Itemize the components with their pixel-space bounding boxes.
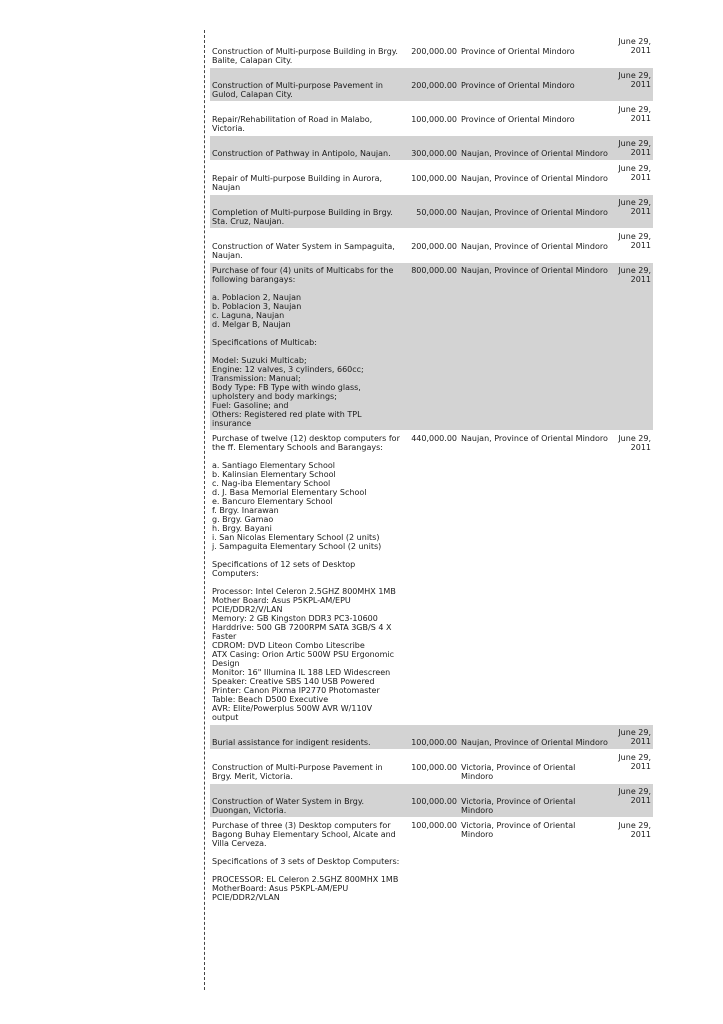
project-amount (403, 229, 459, 263)
project-description-text: Construction of Multi-purpose Pavement in Gulod, Calapan City. (212, 81, 383, 99)
project-description (210, 750, 403, 784)
project-amount (403, 725, 459, 750)
project-amount-text: 100,000.00 (411, 821, 457, 830)
project-amount (403, 431, 459, 725)
project-date-text: June 29, 2011 (618, 728, 651, 746)
project-date (611, 34, 653, 68)
table-row (210, 818, 653, 905)
project-description (210, 818, 403, 905)
projects-table-body (210, 34, 653, 905)
project-location (459, 136, 611, 161)
project-location-text: Victoria, Province of Oriental Mindoro (461, 821, 576, 839)
project-date (611, 784, 653, 818)
project-description (210, 161, 403, 195)
project-description-text: Completion of Multi-purpose Building in Brgy. Sta. Cruz, Naujan. (212, 208, 393, 226)
project-amount-text: 200,000.00 (411, 81, 457, 90)
project-description-text: Construction of Multi-Purpose Pavement in Brgy. Merit, Victoria. (212, 763, 383, 781)
project-amount (403, 68, 459, 102)
project-location (459, 263, 611, 431)
project-date (611, 68, 653, 102)
project-date-text: June 29, 2011 (618, 787, 651, 805)
project-amount-text: 100,000.00 (411, 174, 457, 183)
table-row (210, 136, 653, 161)
project-amount (403, 263, 459, 431)
project-date-text: June 29, 2011 (618, 821, 651, 839)
project-location-text: Naujan, Province of Oriental Mindoro (461, 208, 608, 217)
project-amount-text: 200,000.00 (411, 242, 457, 251)
project-description (210, 102, 403, 136)
table-row (210, 431, 653, 725)
project-amount-text: 100,000.00 (411, 115, 457, 124)
project-description-text: Repair of Multi-purpose Building in Aurora, Naujan (212, 174, 383, 192)
project-location (459, 431, 611, 725)
project-description-text: Construction of Pathway in Antipolo, Naujan. (212, 149, 391, 158)
project-location (459, 161, 611, 195)
project-description-text: Purchase of three (3) Desktop computers for Bagong Buhay Elementary School, Alcate and Villa Cerveza. Specifications of 3 sets of Desktop Computers: PROCESSOR: EL Celeron 2.5GHZ 800MHX 1MB MotherBoard: Asus P5KPL-AM/EPU PCIE/DDR2/VLAN (212, 821, 400, 902)
project-date (611, 431, 653, 725)
project-description (210, 136, 403, 161)
project-amount (403, 102, 459, 136)
project-date (611, 136, 653, 161)
table-row (210, 161, 653, 195)
project-location-text: Province of Oriental Mindoro (461, 115, 575, 124)
project-amount-text: 100,000.00 (411, 763, 457, 772)
project-date-text: June 29, 2011 (618, 198, 651, 216)
project-amount (403, 818, 459, 905)
project-location (459, 195, 611, 229)
project-location-text: Naujan, Province of Oriental Mindoro (461, 242, 608, 251)
project-date-text: June 29, 2011 (618, 71, 651, 89)
project-date-text: June 29, 2011 (618, 266, 651, 284)
project-location-text: Victoria, Province of Oriental Mindoro (461, 763, 576, 781)
project-date (611, 102, 653, 136)
project-location (459, 784, 611, 818)
table-row (210, 102, 653, 136)
project-amount-text: 100,000.00 (411, 797, 457, 806)
project-location (459, 750, 611, 784)
project-location-text: Province of Oriental Mindoro (461, 47, 575, 56)
project-amount (403, 784, 459, 818)
project-amount (403, 136, 459, 161)
project-amount-text: 800,000.00 (411, 266, 457, 275)
project-location (459, 102, 611, 136)
project-amount (403, 195, 459, 229)
project-location-text: Victoria, Province of Oriental Mindoro (461, 797, 576, 815)
project-description (210, 784, 403, 818)
project-date-text: June 29, 2011 (618, 105, 651, 123)
project-amount-text: 440,000.00 (411, 434, 457, 443)
project-location (459, 34, 611, 68)
project-description-text: Purchase of four (4) units of Multicabs for the following barangays: a. Poblacion 2, Naujan b. Poblacion 3, Naujan c. Laguna, Naujan d. Melgar B, Naujan Specifications of Multicab: Model: Suzuki Multicab; Engine: 12 valves, 3 cylinders, 660cc; Transmission: Manual; Body Type: FB Type with windo glass, upholstery and body markings; Fuel: Gasoline; and Others: Registered red plate with TPL insurance (212, 266, 394, 428)
table-row (210, 750, 653, 784)
project-description (210, 725, 403, 750)
table-row (210, 195, 653, 229)
project-amount-text: 200,000.00 (411, 47, 457, 56)
project-location-text: Province of Oriental Mindoro (461, 81, 575, 90)
project-date (611, 229, 653, 263)
table-row (210, 229, 653, 263)
project-amount-text: 50,000.00 (416, 208, 457, 217)
project-location-text: Naujan, Province of Oriental Mindoro (461, 738, 608, 747)
table-row (210, 725, 653, 750)
project-description-text: Purchase of twelve (12) desktop computers for the ff. Elementary Schools and Barangays: a. Santiago Elementary School b. Kalinsian Elementary School c. Nag-iba Elementary School d. J. Basa Memorial Elementary School e. Bancuro Elementary School f. Brgy. Inarawan g. Brgy. Gamao h. Brgy. Bayani i. San Nicolas Elementary School (2 units) j. Sampaguita Elementary School (2 units) Specifications of 12 sets of Desktop Computers: Processor: Intel Celeron 2.5GHZ 800MHX 1MB Mother Board: Asus P5KPL-AM/EPU PCIE/DDR2/V/LAN Memory: 2 GB Kingston DDR3 PC3-10600 Harddrive: 500 GB 7200RPM SATA 3GB/S 4 X Faster CDROM: DVD Liteon Combo Litescribe ATX Casing: Orion Artic 500W PSU Ergonomic Design Monitor: 16" Illumina IL 188 LED Widescreen Speaker: Creative SBS 140 USB Powered Printer: Canon Pixma IP2770 Photomaster Table: Beach D500 Executive AVR: Elite/Powerplus 500W AVR W/110V output (212, 434, 400, 722)
project-location (459, 818, 611, 905)
project-description (210, 34, 403, 68)
project-date-text: June 29, 2011 (618, 434, 651, 452)
project-description (210, 195, 403, 229)
project-date-text: June 29, 2011 (618, 139, 651, 157)
project-location-text: Naujan, Province of Oriental Mindoro (461, 174, 608, 183)
project-location (459, 229, 611, 263)
project-description (210, 431, 403, 725)
table-row (210, 34, 653, 68)
project-date (611, 161, 653, 195)
table-row (210, 784, 653, 818)
project-description-text: Repair/Rehabilitation of Road in Malabo, Victoria. (212, 115, 373, 133)
project-amount-text: 100,000.00 (411, 738, 457, 747)
table-row (210, 263, 653, 431)
left-margin-dashed-line (204, 30, 205, 990)
project-date-text: June 29, 2011 (618, 164, 651, 182)
project-description (210, 229, 403, 263)
project-date (611, 750, 653, 784)
project-location-text: Naujan, Province of Oriental Mindoro (461, 149, 608, 158)
project-date (611, 263, 653, 431)
projects-table (210, 33, 653, 904)
project-date (611, 725, 653, 750)
project-date-text: June 29, 2011 (618, 753, 651, 771)
project-description-text: Burial assistance for indigent residents. (212, 738, 371, 747)
project-description-text: Construction of Water System in Sampaguita, Naujan. (212, 242, 395, 260)
project-location (459, 68, 611, 102)
project-date (611, 195, 653, 229)
table-row (210, 68, 653, 102)
project-amount (403, 161, 459, 195)
project-description-text: Construction of Multi-purpose Building in Brgy. Balite, Calapan City. (212, 47, 398, 65)
project-amount (403, 34, 459, 68)
project-date (611, 818, 653, 905)
project-date-text: June 29, 2011 (618, 37, 651, 55)
project-location (459, 725, 611, 750)
project-description (210, 263, 403, 431)
project-description-text: Construction of Water System in Brgy. Duongan, Victoria. (212, 797, 364, 815)
project-amount-text: 300,000.00 (411, 149, 457, 158)
project-location-text: Naujan, Province of Oriental Mindoro (461, 434, 608, 443)
project-location-text: Naujan, Province of Oriental Mindoro (461, 266, 608, 275)
project-amount (403, 750, 459, 784)
project-description (210, 68, 403, 102)
project-date-text: June 29, 2011 (618, 232, 651, 250)
